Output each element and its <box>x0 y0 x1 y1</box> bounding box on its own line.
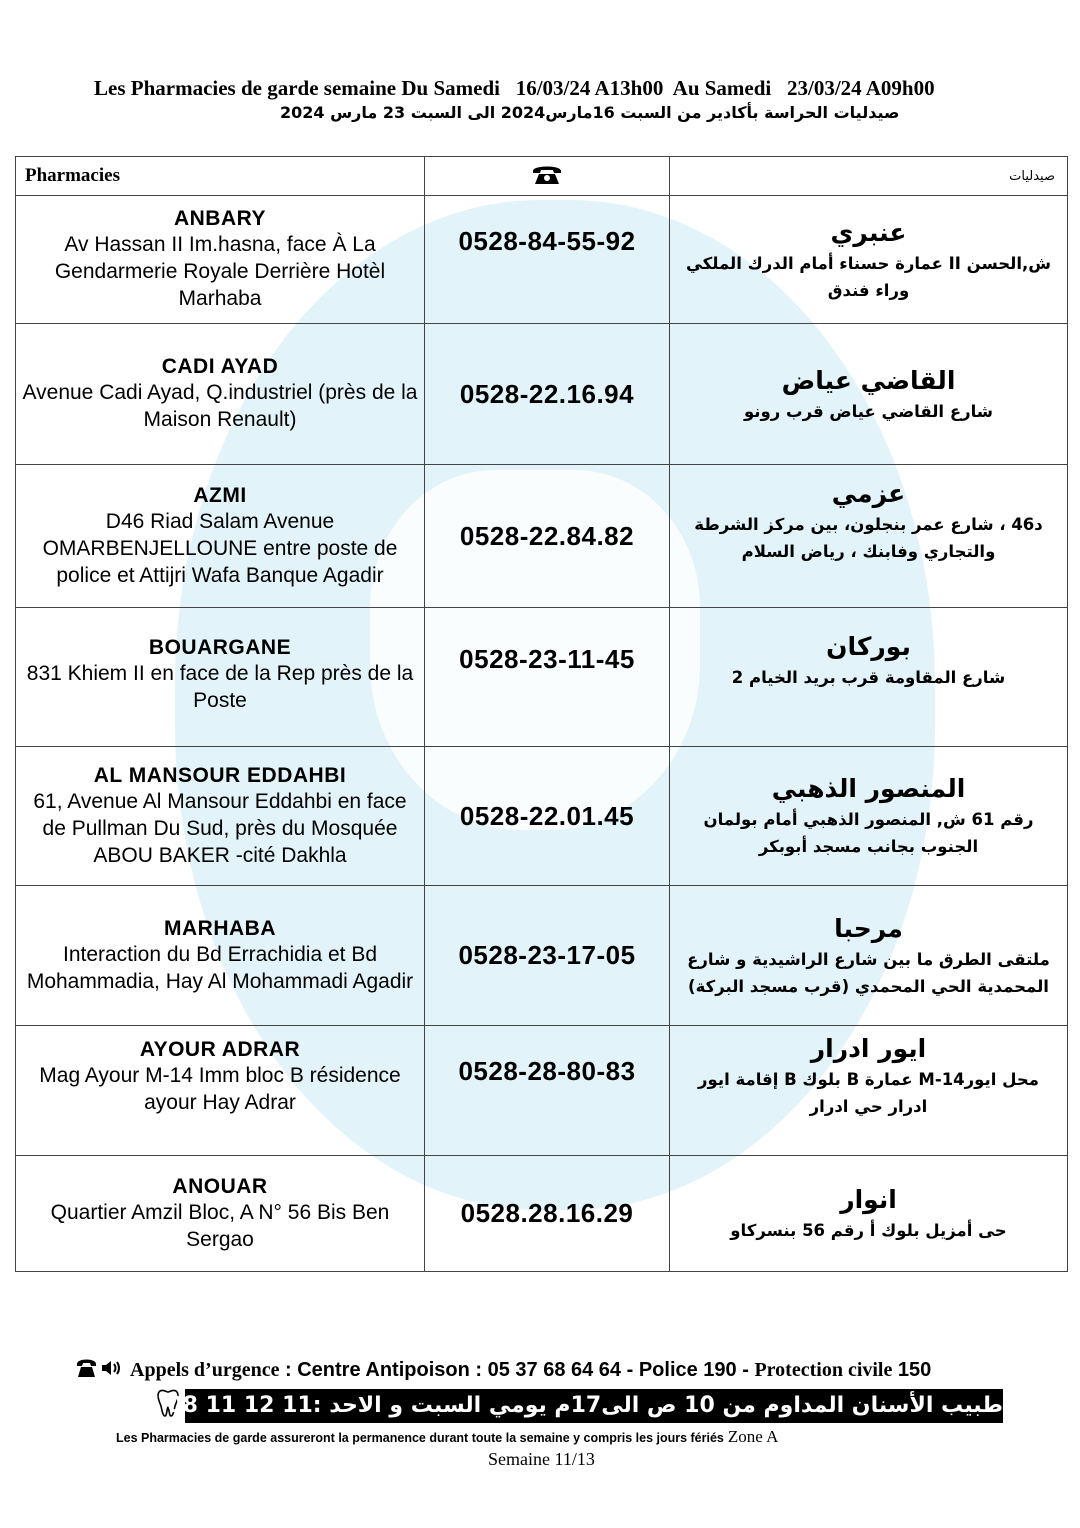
protection-number: 150 <box>892 1359 932 1381</box>
pharmacies-table <box>15 156 1068 1272</box>
pharmacy-ar-cell <box>670 324 1068 465</box>
pharmacy-phone: 0528-22.01.45 <box>425 747 670 886</box>
emergency-numbers: Centre Antipoison : 05 37 68 64 64 - Police 190 - <box>297 1359 755 1381</box>
pharmacy-fr-cell <box>16 608 425 747</box>
emergency-separator: : <box>279 1359 298 1381</box>
pharmacy-name-fr: AYOUR ADRAR <box>139 1038 301 1061</box>
phone-alarm-icon <box>76 1357 126 1379</box>
pharmacy-name-fr: AL MANSOUR EDDAHBI <box>93 763 347 787</box>
pharmacy-address-fr: 831 Khiem II en face de la Rep près de la Poste <box>26 662 414 712</box>
pharmacy-fr-cell <box>16 1156 425 1272</box>
pharmacy-address-fr: D46 Riad Salam Avenue OMARBENJELLOUNE entre poste de police et Attijri Wafa Banque Agadir <box>42 509 398 587</box>
week-label: Semaine 11/13 <box>488 1449 595 1469</box>
pharmacy-phone: 0528-22.16.94 <box>425 324 670 465</box>
pharmacy-phone: 0528-28-80-83 <box>425 1026 670 1156</box>
pharmacy-address-fr: 61, Avenue Al Mansour Eddahbi en face de Pullman Du Sud, près du Mosquée ABOU BAKER -cité Dakhla <box>33 789 407 867</box>
pharmacy-address-fr: Mag Ayour M-14 Imm bloc B résidence ayour Hay Adrar <box>39 1064 401 1114</box>
pharmacy-ar-cell <box>670 886 1068 1026</box>
pharmacy-phone: 0528-23-11-45 <box>425 608 670 747</box>
pharmacy-phone: 0528-22.84.82 <box>425 465 670 608</box>
pharmacy-address-ar: ملتقى الطرق ما بين شارع الراشيدية و شارع المحمدية الحي المحمدي (قرب مسجد البركة) <box>687 949 1050 996</box>
pharmacy-fr-cell <box>16 465 425 608</box>
header-pharmacies: Pharmacies <box>16 157 425 196</box>
pharmacy-name-fr: BOUARGANE <box>148 636 292 659</box>
pharmacy-ar-cell <box>670 196 1068 324</box>
pharmacy-ar-cell <box>670 1156 1068 1272</box>
pharmacy-phone: 0528-23-17-05 <box>425 886 670 1026</box>
table-row <box>16 324 1068 465</box>
pharmacy-name-fr: MARHABA <box>164 916 276 940</box>
pharmacy-address-ar: ش,الحسن II عمارة حسناء أمام الدرك الملكي وراء فندق <box>685 253 1052 300</box>
pharmacy-address-fr: Av Hassan II Im.hasna, face À La Gendarmerie Royale Derrière Hotèl Marhaba <box>54 233 386 310</box>
pharmacy-name-fr: AZMI <box>193 483 247 507</box>
table-row <box>16 608 1068 747</box>
emergency-line <box>76 1357 1066 1382</box>
pharmacy-fr-cell <box>16 196 425 324</box>
table-row <box>16 886 1068 1026</box>
table-row <box>16 196 1068 324</box>
footer-note-text: Les Pharmacies de garde assureront la permanence durant toute la semaine y compris les jours fériés <box>116 1431 724 1445</box>
pharmacy-ar-cell <box>670 465 1068 608</box>
telephone-icon <box>530 162 564 186</box>
page-title-fr: Les Pharmacies de garde semaine Du Samedi 16/03/24 A13h00 Au Samedi 23/03/24 A09h00 <box>94 76 935 100</box>
zone-label: Zone A <box>727 1427 779 1446</box>
pharmacy-address-ar: حى أمزيل بلوك أ رقم 56 بنسركاو <box>730 1221 1007 1240</box>
header-pharmacies-ar: صيدليات <box>670 157 1068 196</box>
pharmacy-address-fr: Quartier Amzil Bloc, A N° 56 Bis Ben Sergao <box>50 1200 390 1251</box>
pharmacy-address-ar: رقم 61 ش, المنصور الذهبي أمام بولمان الجنوب بجانب مسجد أبوبكر <box>703 810 1034 856</box>
pharmacy-name-ar: انوار <box>840 1185 897 1214</box>
pharmacy-fr-cell <box>16 1026 425 1156</box>
pharmacy-fr-cell <box>16 747 425 886</box>
pharmacy-phone: 0528-84-55-92 <box>425 196 670 324</box>
table-row <box>16 465 1068 608</box>
pharmacy-name-ar: القاضي عياض <box>781 365 956 395</box>
pharmacy-ar-cell <box>670 1026 1068 1156</box>
pharmacy-name-ar: ايور ادرار <box>810 1034 927 1063</box>
pharmacy-name-ar: عنبري <box>830 217 907 247</box>
footer-note <box>116 1427 778 1447</box>
pharmacy-address-ar: شارع المقاومة قرب بريد الخيام 2 <box>731 668 1006 687</box>
pharmacy-ar-cell <box>670 747 1068 886</box>
table-row <box>16 1156 1068 1272</box>
pharmacy-address-ar: شارع القاضي عياض قرب رونو <box>743 401 994 421</box>
page-title-ar: صيدليات الحراسة بأكادير من السبت 16مارس2024 الى السبت 23 مارس 2024 <box>280 103 900 122</box>
pharmacy-name-fr: ANOUAR <box>172 1174 268 1198</box>
dentist-banner: طبيب الأسنان المداوم من 10 ص الى17م يومي السبت و الاحد :11 12 11 08 06 <box>185 1389 1003 1423</box>
pharmacy-fr-cell <box>16 324 425 465</box>
header-phone <box>425 157 670 196</box>
pharmacy-name-ar: مرحبا <box>834 913 903 943</box>
table-header-row <box>16 157 1068 196</box>
protection-label: Protection civile <box>754 1359 893 1381</box>
pharmacy-address-fr: Interaction du Bd Errachidia et Bd Mohammadia, Hay Al Mohammadi Agadir <box>26 942 414 993</box>
pharmacy-name-fr: ANBARY <box>173 207 267 230</box>
pharmacy-address-ar: محل ايورM-14 عمارة B بلوك B إقامة ايور ادرار حي ادرار <box>698 1070 1039 1116</box>
table-row <box>16 747 1068 886</box>
pharmacy-address-fr: Avenue Cadi Ayad, Q.industriel (près de la Maison Renault) <box>22 381 418 431</box>
pharmacy-address-ar: د46 ، شارع عمر بنجلون، بين مركز الشرطة والتجاري وفابنك ، رياض السلام <box>694 515 1043 561</box>
pharmacy-name-ar: عزمي <box>831 479 906 508</box>
pharmacy-ar-cell <box>670 608 1068 747</box>
pharmacy-name-fr: CADI AYAD <box>161 355 279 378</box>
table-row <box>16 1026 1068 1156</box>
pharmacy-name-ar: المنصور الذهبي <box>771 774 966 803</box>
pharmacy-fr-cell <box>16 886 425 1026</box>
emergency-label: Appels d’urgence <box>130 1359 280 1381</box>
pharmacy-phone: 0528.28.16.29 <box>425 1156 670 1272</box>
pharmacy-name-ar: بوركان <box>826 632 911 661</box>
